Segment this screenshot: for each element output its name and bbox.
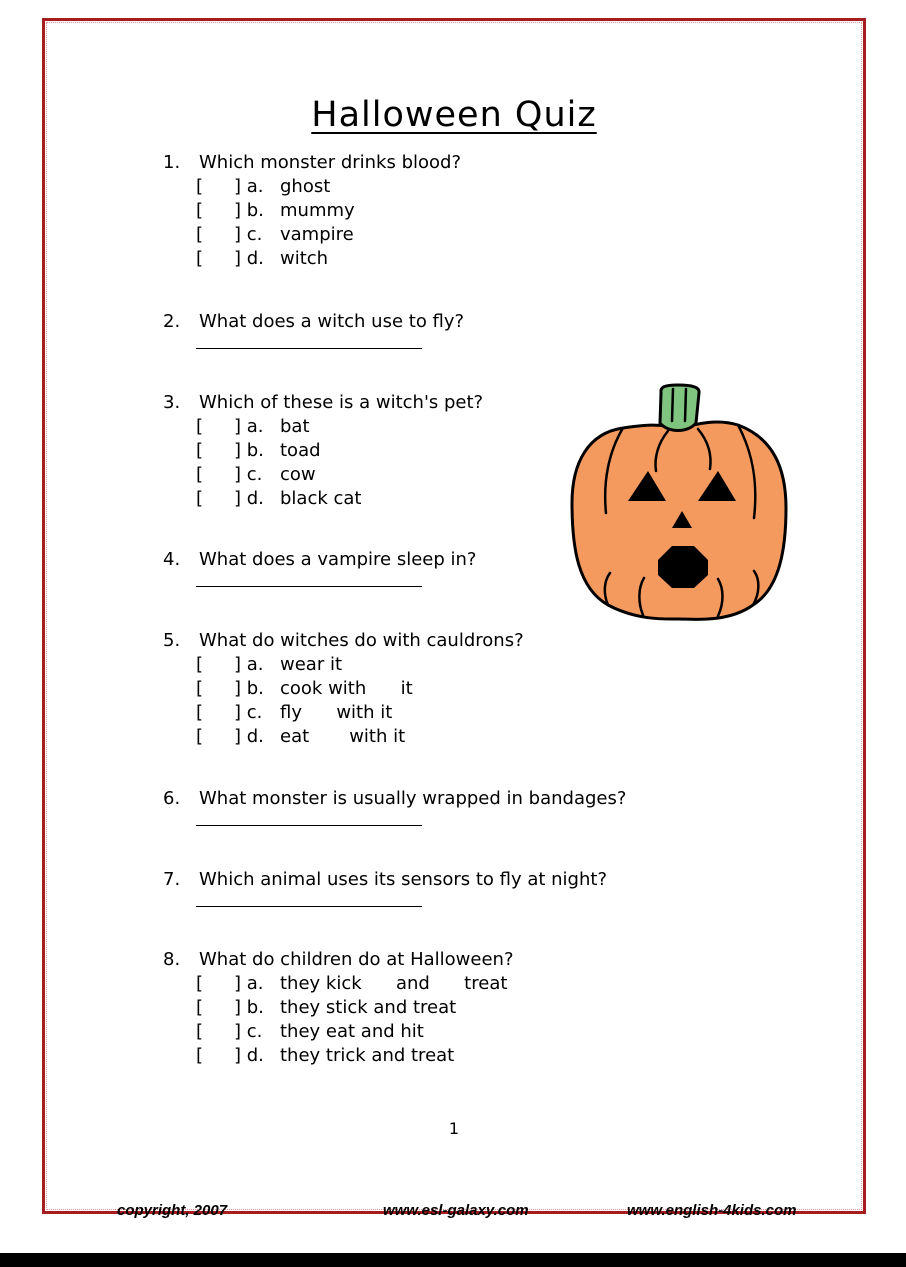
bottom-bar (0, 1253, 906, 1267)
option-text: witch (280, 248, 329, 269)
option-text: fly with it (280, 702, 393, 723)
answer-line[interactable] (196, 348, 422, 349)
checkbox-bracket: [ (196, 464, 204, 485)
option-letter: ] b. (234, 200, 264, 221)
answer-line[interactable] (196, 586, 422, 587)
jack-o-lantern-pumpkin-icon (568, 383, 790, 628)
question-4 (163, 548, 476, 587)
option-c[interactable] (196, 223, 461, 247)
option-text: they trick and treat (280, 1045, 455, 1066)
question-number: 4. (163, 549, 181, 570)
option-d[interactable] (196, 1044, 514, 1068)
option-text: they kick and treat (280, 973, 508, 994)
question-number: 7. (163, 869, 181, 890)
question-text: Which monster drinks blood? (199, 152, 462, 173)
option-text: cow (280, 464, 316, 485)
question-number: 6. (163, 788, 181, 809)
option-letter: ] d. (234, 726, 264, 747)
checkbox-bracket: [ (196, 702, 204, 723)
option-c[interactable] (196, 701, 524, 725)
question-text: What does a witch use to fly? (199, 311, 465, 332)
question-number: 5. (163, 630, 181, 651)
option-letter: ] c. (234, 702, 263, 723)
option-text: vampire (280, 224, 354, 245)
question-5 (163, 629, 524, 749)
option-b[interactable] (196, 439, 483, 463)
question-text: Which animal uses its sensors to fly at night? (199, 869, 607, 890)
checkbox-bracket: [ (196, 1021, 204, 1042)
option-letter: ] b. (234, 440, 264, 461)
checkbox-bracket: [ (196, 1045, 204, 1066)
question-text: What do witches do with cauldrons? (199, 630, 524, 651)
title-text: Halloween Quiz (311, 95, 597, 135)
question-text: What do children do at Halloween? (199, 949, 514, 970)
option-letter: ] c. (234, 1021, 263, 1042)
checkbox-bracket: [ (196, 248, 204, 269)
checkbox-bracket: [ (196, 678, 204, 699)
footer-link-esl-galaxy[interactable]: www.esl-galaxy.com (383, 1202, 529, 1219)
option-text: cook with it (280, 678, 413, 699)
question-1 (163, 151, 461, 271)
option-text: ghost (280, 176, 331, 197)
option-d[interactable] (196, 247, 461, 271)
option-b[interactable] (196, 996, 514, 1020)
option-b[interactable] (196, 199, 461, 223)
checkbox-bracket: [ (196, 416, 204, 437)
option-a[interactable] (196, 653, 524, 677)
question-2 (163, 310, 464, 349)
option-letter: ] a. (234, 654, 264, 675)
option-a[interactable] (196, 972, 514, 996)
checkbox-bracket: [ (196, 200, 204, 221)
question-6 (163, 787, 626, 826)
option-letter: ] c. (234, 464, 263, 485)
question-number: 1. (163, 152, 181, 173)
question-8 (163, 948, 514, 1068)
checkbox-bracket: [ (196, 654, 204, 675)
page-title (45, 95, 863, 135)
question-3 (163, 391, 483, 511)
option-c[interactable] (196, 1020, 514, 1044)
checkbox-bracket: [ (196, 726, 204, 747)
option-letter: ] d. (234, 1045, 264, 1066)
checkbox-bracket: [ (196, 997, 204, 1018)
question-7 (163, 868, 607, 907)
page-number: 1 (448, 1119, 460, 1138)
question-text: What monster is usually wrapped in bandages? (199, 788, 627, 809)
question-text: What does a vampire sleep in? (199, 549, 477, 570)
option-d[interactable] (196, 725, 524, 749)
option-text: they eat and hit (280, 1021, 424, 1042)
option-letter: ] b. (234, 997, 264, 1018)
question-text: Which of these is a witch's pet? (199, 392, 484, 413)
option-c[interactable] (196, 463, 483, 487)
option-text: mummy (280, 200, 355, 221)
option-text: toad (280, 440, 321, 461)
option-text: eat with it (280, 726, 406, 747)
question-number: 8. (163, 949, 181, 970)
option-text: wear it (280, 654, 343, 675)
option-d[interactable] (196, 487, 483, 511)
option-letter: ] a. (234, 176, 264, 197)
footer-copyright: copyright, 2007 (117, 1202, 228, 1219)
checkbox-bracket: [ (196, 224, 204, 245)
option-letter: ] d. (234, 248, 264, 269)
option-a[interactable] (196, 175, 461, 199)
option-letter: ] a. (234, 416, 264, 437)
checkbox-bracket: [ (196, 440, 204, 461)
checkbox-bracket: [ (196, 488, 204, 509)
answer-line[interactable] (196, 825, 422, 826)
answer-line[interactable] (196, 906, 422, 907)
question-number: 2. (163, 311, 181, 332)
option-b[interactable] (196, 677, 524, 701)
checkbox-bracket: [ (196, 176, 204, 197)
question-number: 3. (163, 392, 181, 413)
option-letter: ] a. (234, 973, 264, 994)
footer-link-english-4kids[interactable]: www.english-4kids.com (627, 1202, 797, 1219)
option-text: they stick and treat (280, 997, 457, 1018)
option-text: bat (280, 416, 310, 437)
option-letter: ] c. (234, 224, 263, 245)
checkbox-bracket: [ (196, 973, 204, 994)
option-text: black cat (280, 488, 362, 509)
option-letter: ] b. (234, 678, 264, 699)
option-a[interactable] (196, 415, 483, 439)
option-letter: ] d. (234, 488, 264, 509)
